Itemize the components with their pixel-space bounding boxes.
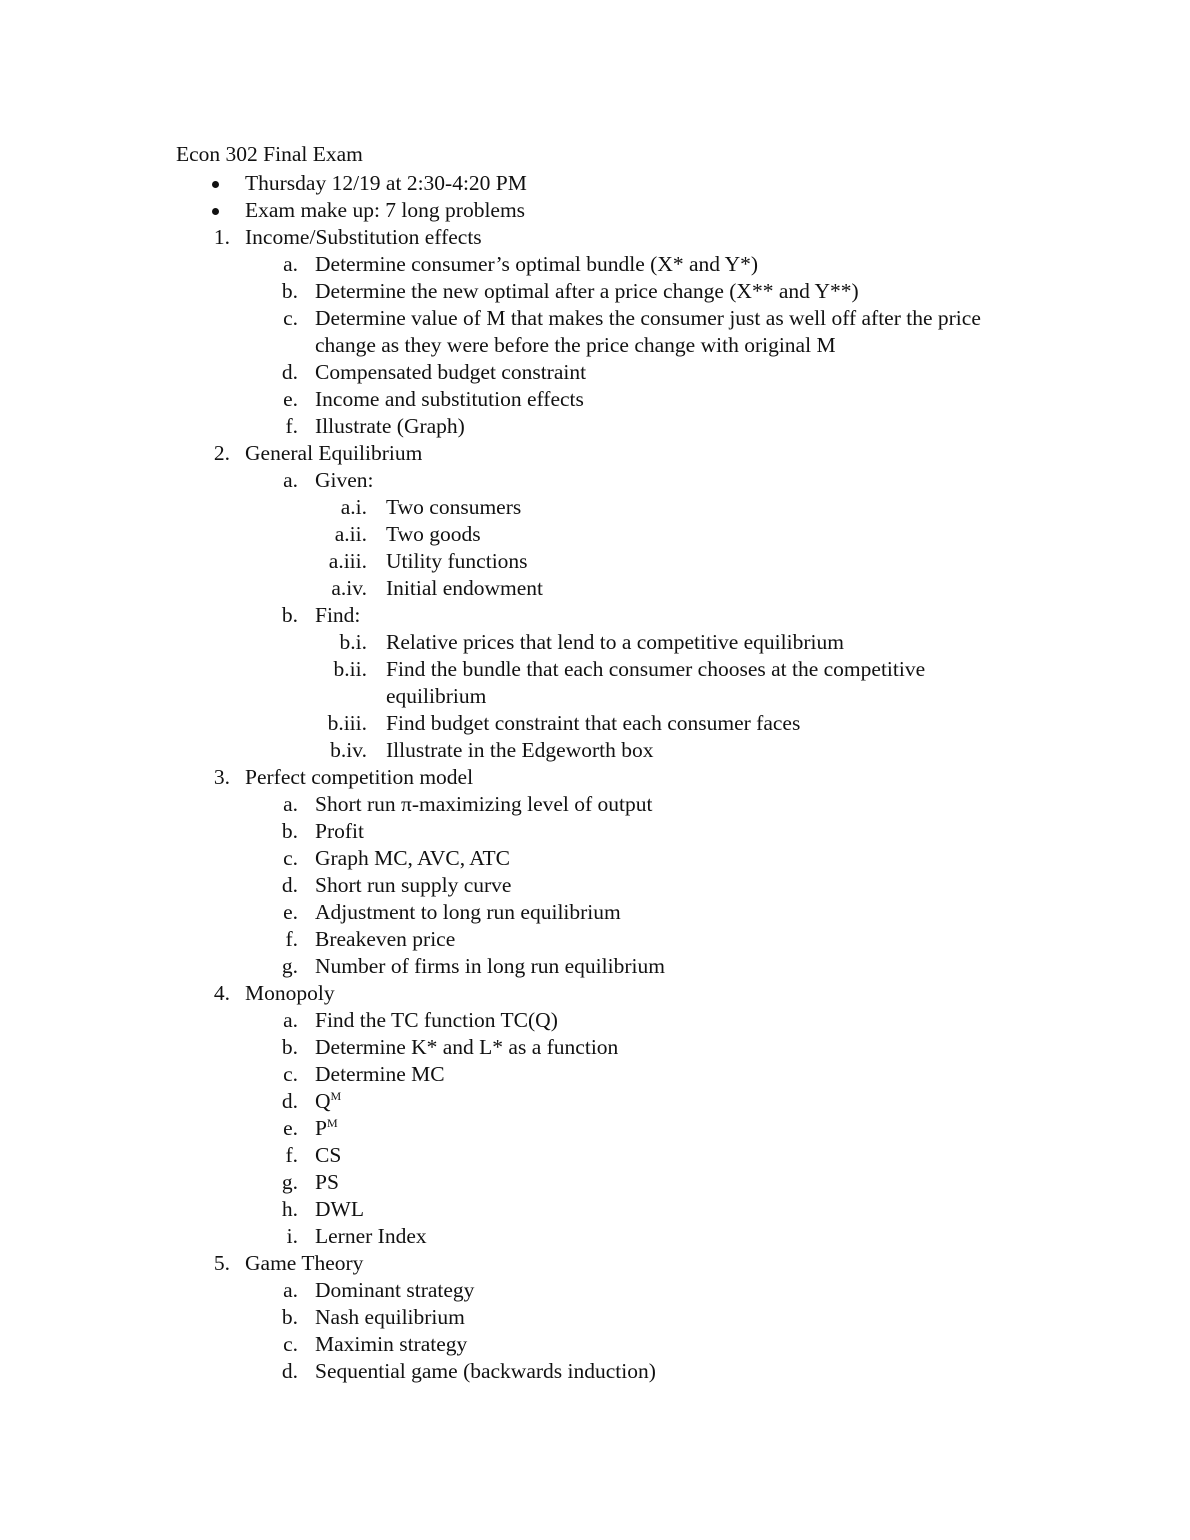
sub-subitem	[0, 737, 1190, 764]
list-item-text	[386, 737, 986, 764]
list-marker: 4.	[213, 981, 230, 1005]
list-marker: b.i.	[339, 630, 367, 654]
item-label: Illustrate (Graph)	[315, 414, 465, 438]
list-marker: 1.	[213, 225, 230, 249]
list-marker: a.	[283, 792, 298, 816]
superscript: M	[330, 1089, 342, 1103]
item-label: DWL	[315, 1197, 364, 1221]
item-label: Find the bundle that each consumer chooses at the competitive equilibrium	[386, 657, 926, 708]
list-marker: d.	[281, 360, 298, 384]
subitem	[0, 899, 1190, 926]
item-label: Initial endowment	[386, 576, 544, 600]
list-marker: b.iii.	[327, 711, 367, 735]
list-marker: b.	[281, 819, 298, 843]
subitem	[0, 467, 1190, 494]
list-marker: a.i.	[340, 495, 367, 519]
item-label: General Equilibrium	[245, 441, 423, 465]
subitem	[0, 251, 1190, 278]
list-marker: 3.	[213, 765, 230, 789]
item-label: Find:	[315, 603, 361, 627]
sub-subitem	[0, 656, 1190, 710]
list-item-text	[315, 1223, 995, 1250]
section-item	[0, 440, 1190, 467]
list-marker: g.	[281, 1170, 298, 1194]
list-item-text	[386, 656, 986, 710]
bullet-item	[0, 197, 1190, 224]
item-label: Sequential game (backwards induction)	[315, 1359, 656, 1383]
list-item-text	[315, 1358, 995, 1385]
item-label: Given:	[315, 468, 374, 492]
sub-subitem	[0, 710, 1190, 737]
list-marker: e.	[283, 1116, 298, 1140]
section-item	[0, 1250, 1190, 1277]
list-marker: a.iii.	[328, 549, 367, 573]
list-item-text	[245, 440, 422, 467]
list-item-text	[315, 1169, 995, 1196]
item-label: Income/Substitution effects	[245, 225, 482, 249]
list-item-text	[315, 1331, 995, 1358]
list-item-text	[386, 629, 986, 656]
subitem	[0, 1304, 1190, 1331]
list-marker: a.iv.	[331, 576, 367, 600]
item-label: Utility functions	[386, 549, 528, 573]
item-label: CS	[315, 1143, 342, 1167]
list-item-text	[315, 413, 995, 440]
item-label: Thursday 12/19 at 2:30-4:20 PM	[245, 171, 527, 195]
list-item-text	[315, 1196, 995, 1223]
item-label: Two consumers	[386, 495, 522, 519]
list-marker: b.	[281, 603, 298, 627]
list-item-text	[315, 953, 995, 980]
subitem	[0, 1088, 1190, 1115]
item-label: Q	[315, 1089, 331, 1113]
list-item-text	[315, 845, 995, 872]
item-label: Short run supply curve	[315, 873, 512, 897]
list-marker: i.	[286, 1224, 298, 1248]
list-marker: a.ii.	[334, 522, 367, 546]
list-item-text	[315, 359, 995, 386]
item-label: Maximin strategy	[315, 1332, 468, 1356]
item-label: Short run π-maximizing level of output	[315, 792, 653, 816]
list-item-text	[315, 899, 995, 926]
sub-subitem	[0, 494, 1190, 521]
item-label: Income and substitution effects	[315, 387, 584, 411]
item-label: Breakeven price	[315, 927, 456, 951]
subitem	[0, 1169, 1190, 1196]
list-item-text	[315, 1061, 995, 1088]
list-marker: f.	[285, 927, 298, 951]
list-item-text	[315, 1007, 995, 1034]
list-marker: b.	[281, 1305, 298, 1329]
list-item-text	[245, 224, 482, 251]
list-item-text	[245, 197, 525, 224]
list-item-text	[315, 872, 995, 899]
list-item-text	[315, 602, 995, 629]
subitem	[0, 818, 1190, 845]
list-item-text	[315, 1034, 995, 1061]
item-label: Lerner Index	[315, 1224, 427, 1248]
item-label: Dominant strategy	[315, 1278, 475, 1302]
subitem	[0, 1061, 1190, 1088]
section-item	[0, 980, 1190, 1007]
bullet-icon	[212, 181, 219, 188]
item-label: Determine consumer’s optimal bundle (X* and Y*)	[315, 252, 759, 276]
item-label: Find the TC function TC(Q)	[315, 1008, 558, 1032]
item-label: Number of firms in long run equilibrium	[315, 954, 665, 978]
list-item-text	[315, 1277, 995, 1304]
subitem	[0, 1007, 1190, 1034]
list-item-text	[315, 1142, 995, 1169]
list-marker: c.	[283, 306, 298, 330]
superscript: M	[326, 1116, 338, 1130]
list-marker: d.	[281, 1359, 298, 1383]
subitem	[0, 602, 1190, 629]
item-label: PS	[315, 1170, 339, 1194]
list-marker: a.	[283, 1278, 298, 1302]
section-item	[0, 764, 1190, 791]
subitem	[0, 1115, 1190, 1142]
item-label: Illustrate in the Edgeworth box	[386, 738, 654, 762]
list-item-text	[386, 494, 986, 521]
sub-subitem	[0, 548, 1190, 575]
list-item-text	[315, 1115, 995, 1145]
list-marker: f.	[285, 1143, 298, 1167]
item-label: Two goods	[386, 522, 481, 546]
subitem	[0, 1142, 1190, 1169]
sub-subitem	[0, 575, 1190, 602]
section-item	[0, 224, 1190, 251]
item-label: Determine K* and L* as a function	[315, 1035, 619, 1059]
list-item-text	[315, 818, 995, 845]
list-item-text	[386, 548, 986, 575]
list-item-text	[386, 575, 986, 602]
item-label: Nash equilibrium	[315, 1305, 465, 1329]
subitem	[0, 1331, 1190, 1358]
subitem	[0, 413, 1190, 440]
bullet-item	[0, 170, 1190, 197]
list-item-text	[315, 305, 995, 359]
subitem	[0, 926, 1190, 953]
list-marker: f.	[285, 414, 298, 438]
list-marker: a.	[283, 468, 298, 492]
item-label: P	[315, 1116, 327, 1140]
list-item-text	[245, 980, 335, 1007]
list-marker: g.	[281, 954, 298, 978]
list-marker: 5.	[213, 1251, 230, 1275]
item-label: Compensated budget constraint	[315, 360, 587, 384]
subitem	[0, 872, 1190, 899]
subitem	[0, 953, 1190, 980]
list-item-text	[315, 467, 995, 494]
list-marker: a.	[283, 252, 298, 276]
subitem	[0, 359, 1190, 386]
subitem	[0, 305, 1190, 359]
item-label: Relative prices that lend to a competitive equilibrium	[386, 630, 844, 654]
list-marker: d.	[281, 873, 298, 897]
subitem	[0, 278, 1190, 305]
list-item-text	[315, 278, 995, 305]
list-marker: b.	[281, 279, 298, 303]
exam-outline	[0, 170, 1190, 1385]
subitem	[0, 845, 1190, 872]
list-marker: a.	[283, 1008, 298, 1032]
item-label: Adjustment to long run equilibrium	[315, 900, 621, 924]
subitem	[0, 386, 1190, 413]
list-item-text	[315, 386, 995, 413]
list-item-text	[315, 926, 995, 953]
subitem	[0, 791, 1190, 818]
list-marker: e.	[283, 387, 298, 411]
item-label: Monopoly	[245, 981, 335, 1005]
list-item-text	[245, 764, 473, 791]
sub-subitem	[0, 521, 1190, 548]
list-marker: h.	[281, 1197, 298, 1221]
item-label: Graph MC, AVC, ATC	[315, 846, 510, 870]
sub-subitem	[0, 629, 1190, 656]
item-label: Find budget constraint that each consumer faces	[386, 711, 801, 735]
item-label: Determine MC	[315, 1062, 445, 1086]
list-marker: b.	[281, 1035, 298, 1059]
list-marker: d.	[281, 1089, 298, 1113]
list-item-text	[245, 1250, 363, 1277]
list-item-text	[315, 1304, 995, 1331]
list-marker: c.	[283, 1332, 298, 1356]
document-title: Econ 302 Final Exam	[176, 142, 363, 166]
list-marker: c.	[283, 1062, 298, 1086]
list-marker: 2.	[213, 441, 230, 465]
list-item-text	[245, 170, 527, 197]
subitem	[0, 1358, 1190, 1385]
list-marker: b.iv.	[330, 738, 367, 762]
list-marker: b.ii.	[333, 657, 367, 681]
item-label: Perfect competition model	[245, 765, 474, 789]
item-label: Game Theory	[245, 1251, 364, 1275]
item-label: Determine the new optimal after a price change (X** and Y**)	[315, 279, 859, 303]
list-item-text	[315, 791, 995, 818]
list-item-text	[386, 710, 986, 737]
subitem	[0, 1223, 1190, 1250]
subitem	[0, 1196, 1190, 1223]
item-label: Exam make up: 7 long problems	[245, 198, 526, 222]
list-item-text	[315, 1088, 995, 1118]
item-label: Determine value of M that makes the consumer just as well off after the price change as they were before the price change with original M	[315, 306, 981, 357]
list-marker: e.	[283, 900, 298, 924]
list-item-text	[386, 521, 986, 548]
list-marker: c.	[283, 846, 298, 870]
bullet-icon	[212, 208, 219, 215]
subitem	[0, 1034, 1190, 1061]
subitem	[0, 1277, 1190, 1304]
item-label: Profit	[315, 819, 364, 843]
list-item-text	[315, 251, 995, 278]
